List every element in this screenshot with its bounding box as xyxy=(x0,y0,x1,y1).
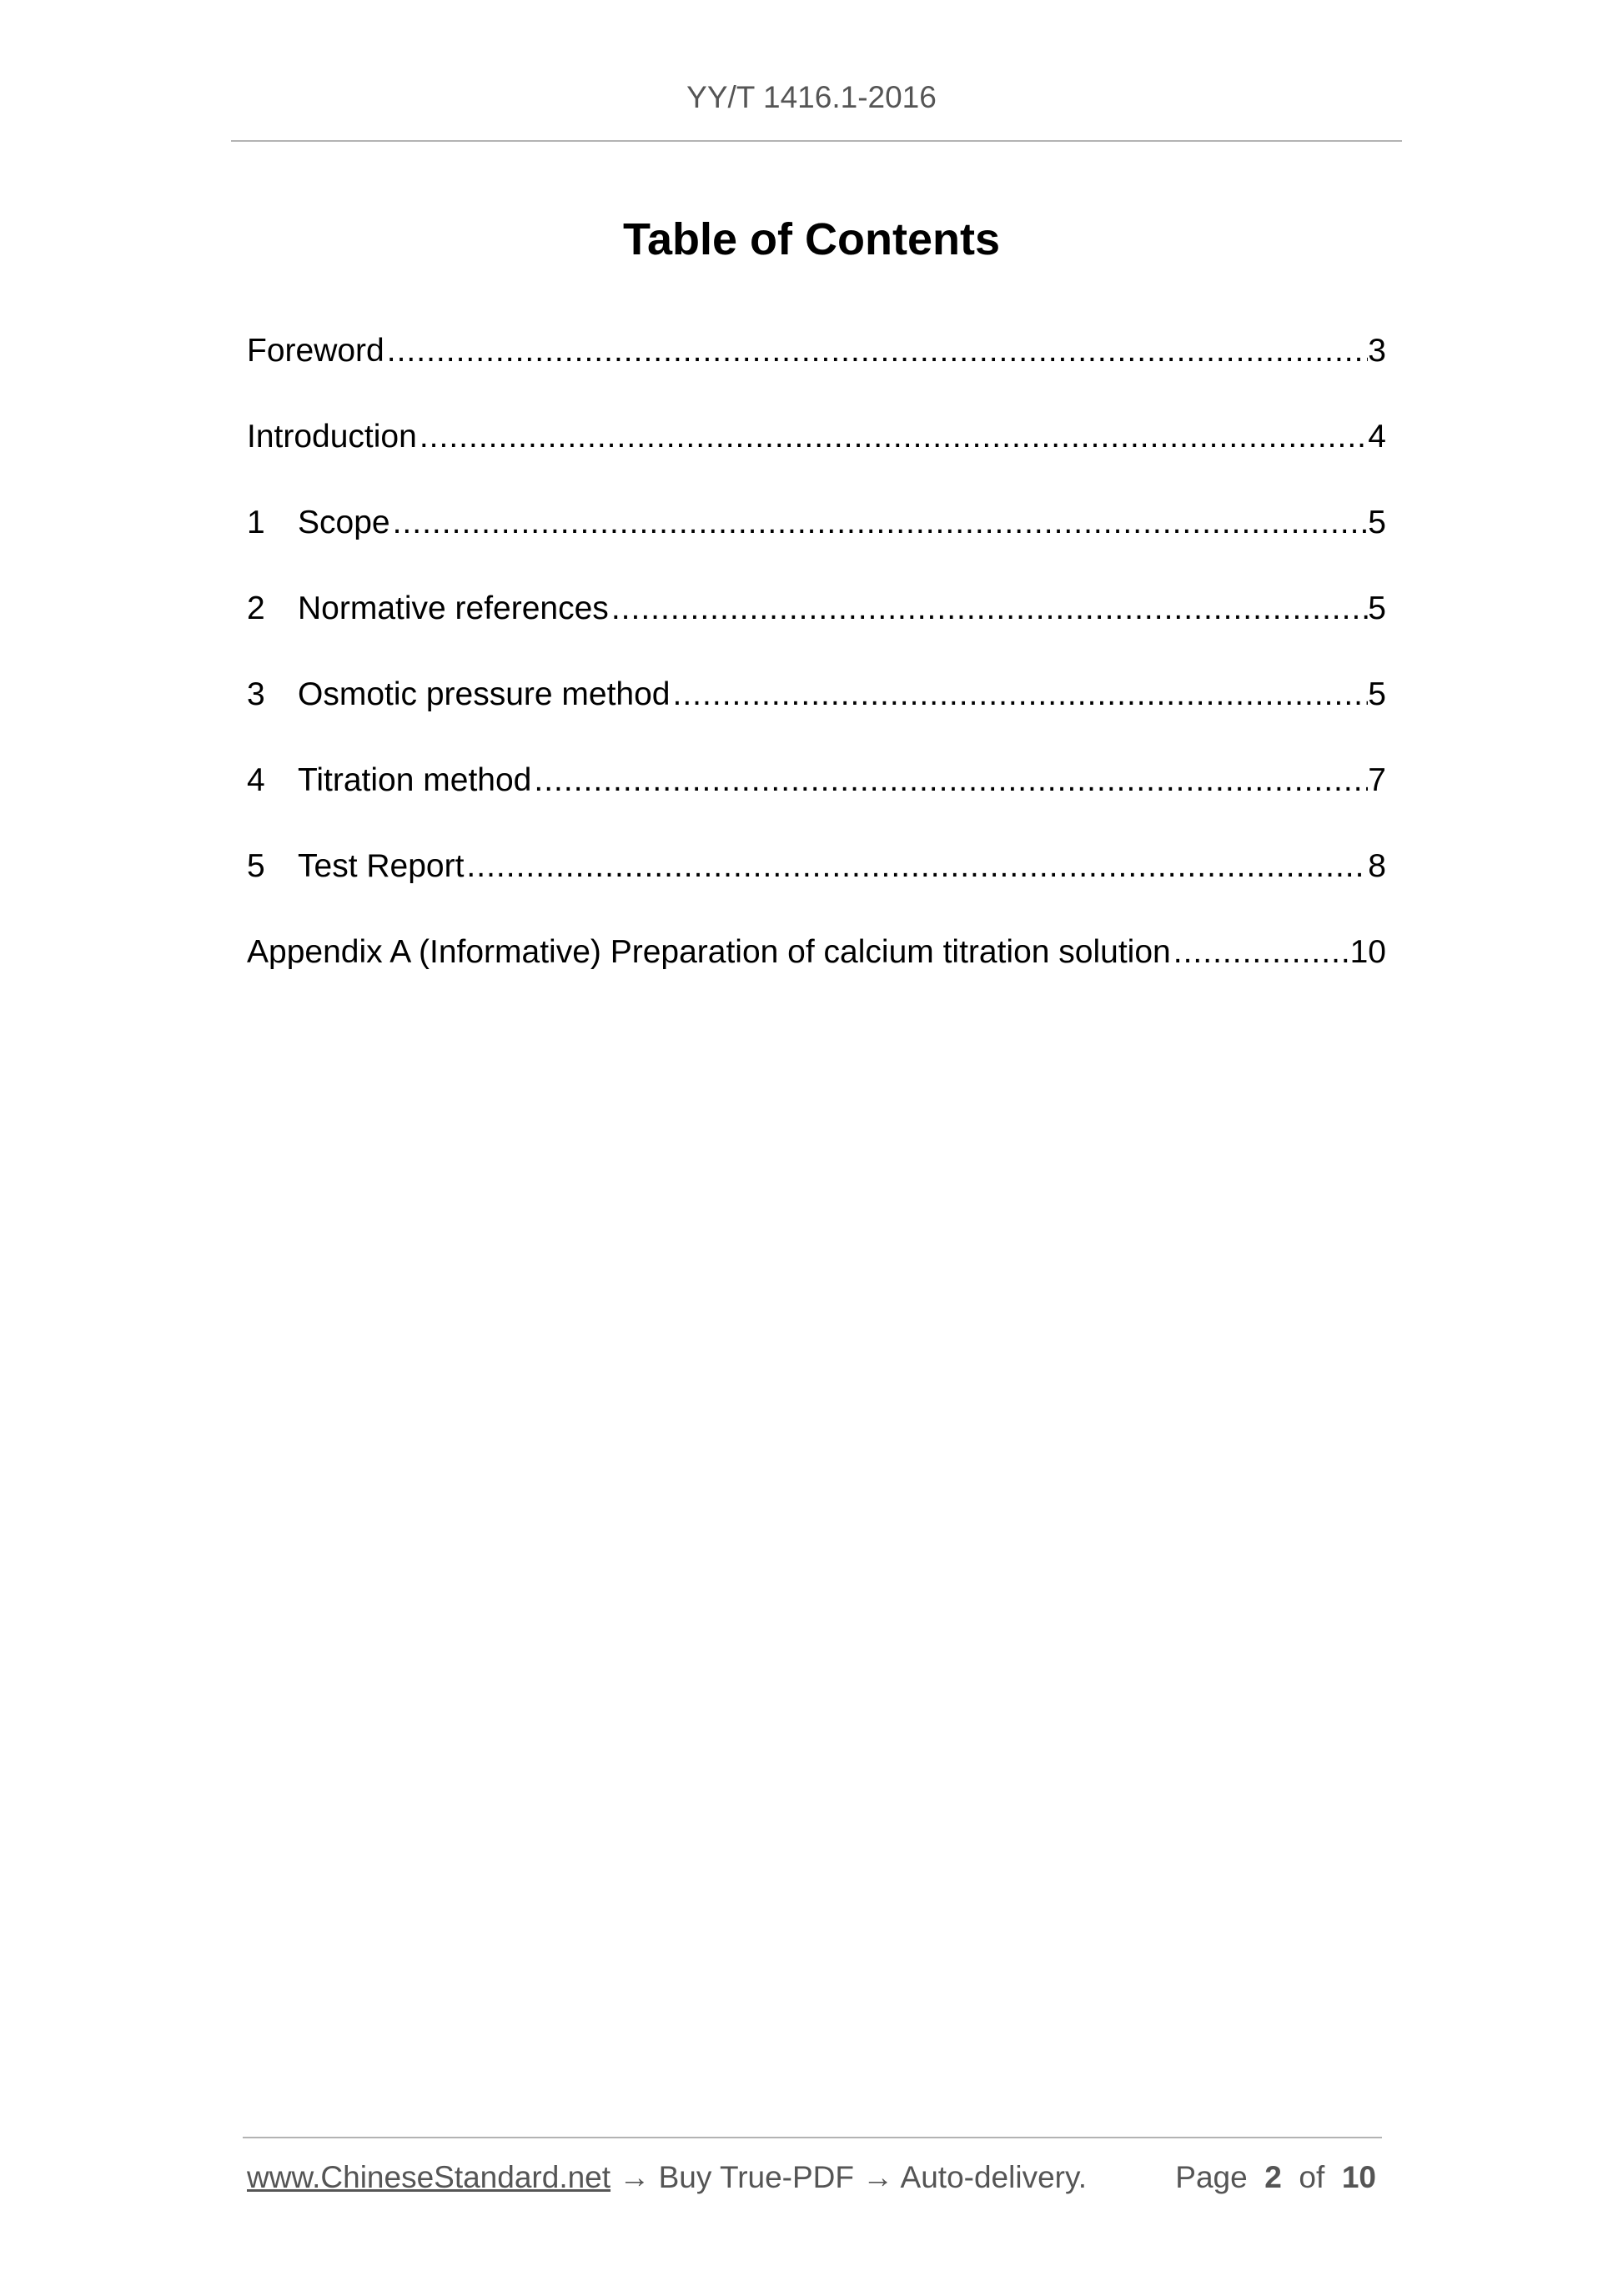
footer-divider xyxy=(243,2137,1382,2138)
toc-entry-test-report[interactable] xyxy=(247,842,1386,928)
buy-true-pdf-text: Buy True-PDF xyxy=(658,2160,855,2194)
toc-entry-label: Osmotic pressure method xyxy=(298,676,671,712)
page-footer xyxy=(247,2160,1376,2195)
toc-entry-label: Normative references xyxy=(298,590,609,626)
total-pages-number: 10 xyxy=(1341,2160,1376,2194)
toc-dot-leader xyxy=(531,756,1368,805)
toc-entry-number: 1 xyxy=(247,505,265,540)
toc-entry-scope[interactable] xyxy=(247,499,1386,585)
running-header: YY/T 1416.1-2016 xyxy=(686,80,937,114)
toc-dot-leader xyxy=(390,499,1369,547)
toc-dot-leader xyxy=(609,585,1368,633)
toc-entry-appendix-a[interactable] xyxy=(247,928,1386,1014)
toc-entry-label: Titration method xyxy=(298,762,532,798)
page-indicator xyxy=(1175,2160,1376,2195)
toc-entry-page: 5 xyxy=(1368,676,1386,712)
toc-dot-leader xyxy=(1171,928,1350,977)
toc-dot-leader xyxy=(671,671,1369,719)
toc-entry-page: 7 xyxy=(1368,762,1386,798)
toc-entry-introduction[interactable] xyxy=(247,413,1386,499)
toc-entry-label: Appendix A (Informative) Preparation of calcium titration solution xyxy=(247,934,1171,970)
toc-entry-page: 8 xyxy=(1368,848,1386,884)
toc-entry-page: 4 xyxy=(1368,419,1386,455)
toc-entry-number: 3 xyxy=(247,676,265,712)
toc-dot-leader xyxy=(417,413,1368,461)
arrow-right-icon: → xyxy=(862,2160,894,2194)
toc-dot-leader xyxy=(464,842,1368,891)
toc-entry-foreword[interactable] xyxy=(247,327,1386,413)
toc-entry-label: Introduction xyxy=(247,419,417,455)
toc-entry-normative-references[interactable] xyxy=(247,585,1386,671)
toc-entry-page: 10 xyxy=(1349,934,1386,970)
toc-entry-page: 5 xyxy=(1368,505,1386,540)
current-page-number: 2 xyxy=(1264,2160,1282,2194)
toc-dot-leader xyxy=(384,327,1369,375)
toc-list xyxy=(247,327,1386,1014)
of-word: of xyxy=(1299,2160,1325,2194)
toc-entry-label: Test Report xyxy=(298,848,465,884)
toc-entry-titration-method[interactable] xyxy=(247,756,1386,842)
page-title: Table of Contents xyxy=(623,214,1000,264)
toc-entry-number: 5 xyxy=(247,848,265,884)
toc-entry-page: 5 xyxy=(1368,590,1386,626)
toc-entry-number: 2 xyxy=(247,590,265,626)
toc-entry-label: Foreword xyxy=(247,333,384,369)
arrow-right-icon: → xyxy=(619,2160,651,2194)
toc-entry-page: 3 xyxy=(1368,333,1386,369)
page-word: Page xyxy=(1175,2160,1248,2194)
header-divider xyxy=(231,140,1402,142)
site-link[interactable]: www.ChineseStandard.net xyxy=(247,2160,611,2194)
toc-entry-number: 4 xyxy=(247,762,265,798)
auto-delivery-text: Auto-delivery. xyxy=(900,2160,1088,2194)
toc-entry-osmotic-pressure-method[interactable] xyxy=(247,671,1386,756)
toc-entry-label: Scope xyxy=(298,505,390,540)
